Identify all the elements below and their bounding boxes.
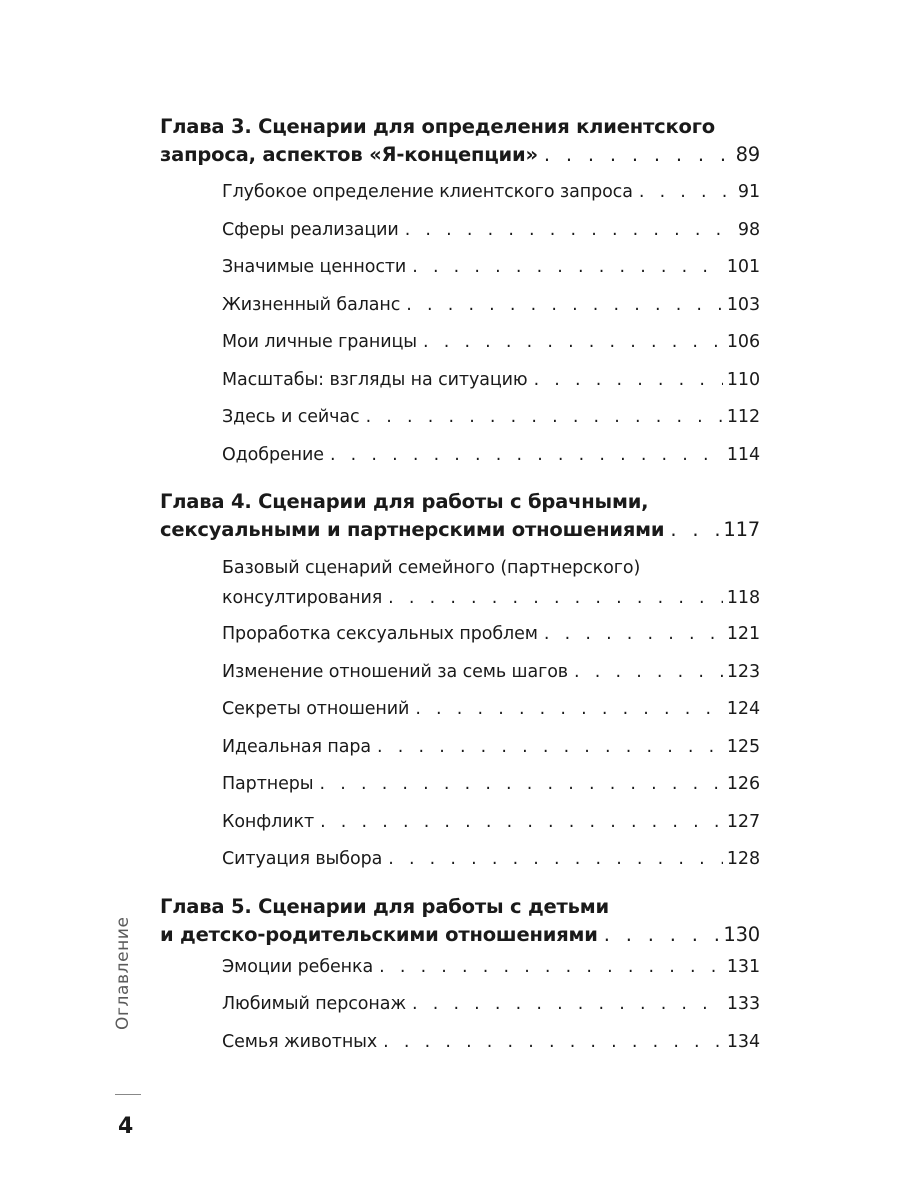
dot-leader xyxy=(388,583,723,613)
toc-entry[interactable] xyxy=(222,174,760,212)
chapter-title-line2: сексуальными и партнерскими отношениями xyxy=(160,518,665,541)
dot-leader xyxy=(406,287,723,325)
entry-page-number: 118 xyxy=(726,588,760,608)
entry-title: Масштабы: взгляды на ситуацию xyxy=(222,369,528,390)
chapter-4-heading[interactable] xyxy=(160,488,760,544)
entry-title: Эмоции ребенка xyxy=(222,956,374,977)
toc-entry[interactable] xyxy=(222,212,760,250)
chapter-title-line1: Глава 5. Сценарии для работы с детьми xyxy=(160,894,609,918)
entry-title: консултирования xyxy=(222,588,383,608)
entry-title: Ситуация выбора xyxy=(222,849,383,869)
dot-leader xyxy=(544,141,732,169)
entry-title-line1: Базовый сценарий семейного (партнерского) xyxy=(222,558,641,578)
toc-entry[interactable] xyxy=(222,766,760,804)
chapter-page-number: 130 xyxy=(723,922,760,946)
entry-title: Сферы реализации xyxy=(222,219,399,240)
entry-page-number: 98 xyxy=(737,219,760,240)
toc-entry[interactable] xyxy=(222,549,760,616)
entry-page-number: 121 xyxy=(726,624,760,644)
toc-entry[interactable] xyxy=(222,362,760,400)
entry-title: Значимые ценности xyxy=(222,257,407,277)
entry-title: Проработка сексуальных проблем xyxy=(222,624,538,644)
dot-leader xyxy=(604,921,720,949)
toc-entry[interactable] xyxy=(222,399,760,437)
dot-leader xyxy=(366,399,723,437)
chapter-title-line1: Глава 4. Сценарии для работы с брачными, xyxy=(160,490,649,513)
toc-entry[interactable] xyxy=(222,841,760,879)
toc-entry[interactable] xyxy=(222,1024,760,1062)
dot-leader xyxy=(388,841,723,879)
dot-leader xyxy=(405,212,734,250)
dot-leader xyxy=(379,949,723,987)
entry-page-number: 134 xyxy=(726,1031,760,1052)
toc-entry[interactable] xyxy=(222,437,760,475)
toc-entry[interactable] xyxy=(222,986,760,1024)
chapter-3-heading[interactable] xyxy=(160,113,760,169)
dot-leader xyxy=(415,691,723,729)
chapter-4-sections xyxy=(222,549,760,879)
toc-entry[interactable] xyxy=(222,729,760,767)
entry-title: Жизненный баланс xyxy=(222,294,401,315)
entry-page-number: 106 xyxy=(726,332,760,352)
running-header-vertical: Оглавление xyxy=(113,916,133,1030)
dot-leader xyxy=(377,729,723,767)
entry-page-number: 110 xyxy=(726,369,760,390)
chapter-5-sections xyxy=(222,949,760,1062)
dot-leader xyxy=(574,654,723,692)
table-of-contents xyxy=(160,113,760,1061)
entry-page-number: 131 xyxy=(726,956,760,977)
dot-leader xyxy=(423,324,723,362)
entry-page-number: 114 xyxy=(726,444,760,465)
toc-entry[interactable] xyxy=(222,249,760,287)
margin-rule xyxy=(115,1094,141,1095)
entry-title: Секреты отношений xyxy=(222,699,410,719)
chapter-title-line1: Глава 3. Сценарии для определения клиентского xyxy=(160,115,715,138)
dot-leader xyxy=(544,616,723,654)
entry-title: Изменение отношений за семь шагов xyxy=(222,661,569,682)
chapter-3-sections xyxy=(222,174,760,474)
dot-leader xyxy=(639,174,734,212)
entry-page-number: 128 xyxy=(726,849,760,869)
toc-entry[interactable] xyxy=(222,949,760,987)
toc-entry[interactable] xyxy=(222,616,760,654)
entry-title: Глубокое определение клиентского запроса xyxy=(222,182,633,202)
entry-page-number: 123 xyxy=(726,661,760,682)
dot-leader xyxy=(412,986,723,1024)
dot-leader xyxy=(670,516,719,544)
entry-title: Здесь и сейчас xyxy=(222,407,360,427)
toc-entry[interactable] xyxy=(222,324,760,362)
entry-page-number: 101 xyxy=(726,257,760,277)
toc-entry[interactable] xyxy=(222,654,760,692)
dot-leader xyxy=(534,362,723,400)
page-number: 4 xyxy=(118,1114,134,1139)
dot-leader xyxy=(412,249,723,287)
chapter-page-number: 89 xyxy=(735,143,760,166)
entry-page-number: 124 xyxy=(726,699,760,719)
entry-page-number: 126 xyxy=(726,774,760,794)
entry-title: Идеальная пара xyxy=(222,736,372,757)
chapter-5-heading[interactable] xyxy=(160,893,760,949)
entry-title: Конфликт xyxy=(222,811,315,832)
entry-page-number: 91 xyxy=(737,182,760,202)
entry-title: Любимый персонаж xyxy=(222,994,406,1014)
entry-page-number: 125 xyxy=(726,736,760,757)
entry-page-number: 112 xyxy=(726,407,760,427)
toc-entry[interactable] xyxy=(222,287,760,325)
entry-page-number: 103 xyxy=(726,294,760,315)
dot-leader xyxy=(383,1024,723,1062)
dot-leader xyxy=(320,804,723,842)
entry-title: Мои личные границы xyxy=(222,332,417,352)
chapter-title-line2: запроса, аспектов «Я-концепции» xyxy=(160,143,538,166)
entry-title: Одобрение xyxy=(222,444,324,465)
toc-entry[interactable] xyxy=(222,804,760,842)
chapter-page-number: 117 xyxy=(723,518,760,541)
entry-page-number: 133 xyxy=(726,994,760,1014)
entry-title: Партнеры xyxy=(222,774,314,794)
toc-entry[interactable] xyxy=(222,691,760,729)
chapter-title-line2: и детско-родительскими отношениями xyxy=(160,922,598,946)
dot-leader xyxy=(330,437,723,475)
entry-title: Семья животных xyxy=(222,1031,378,1052)
entry-page-number: 127 xyxy=(726,811,760,832)
dot-leader xyxy=(320,766,723,804)
